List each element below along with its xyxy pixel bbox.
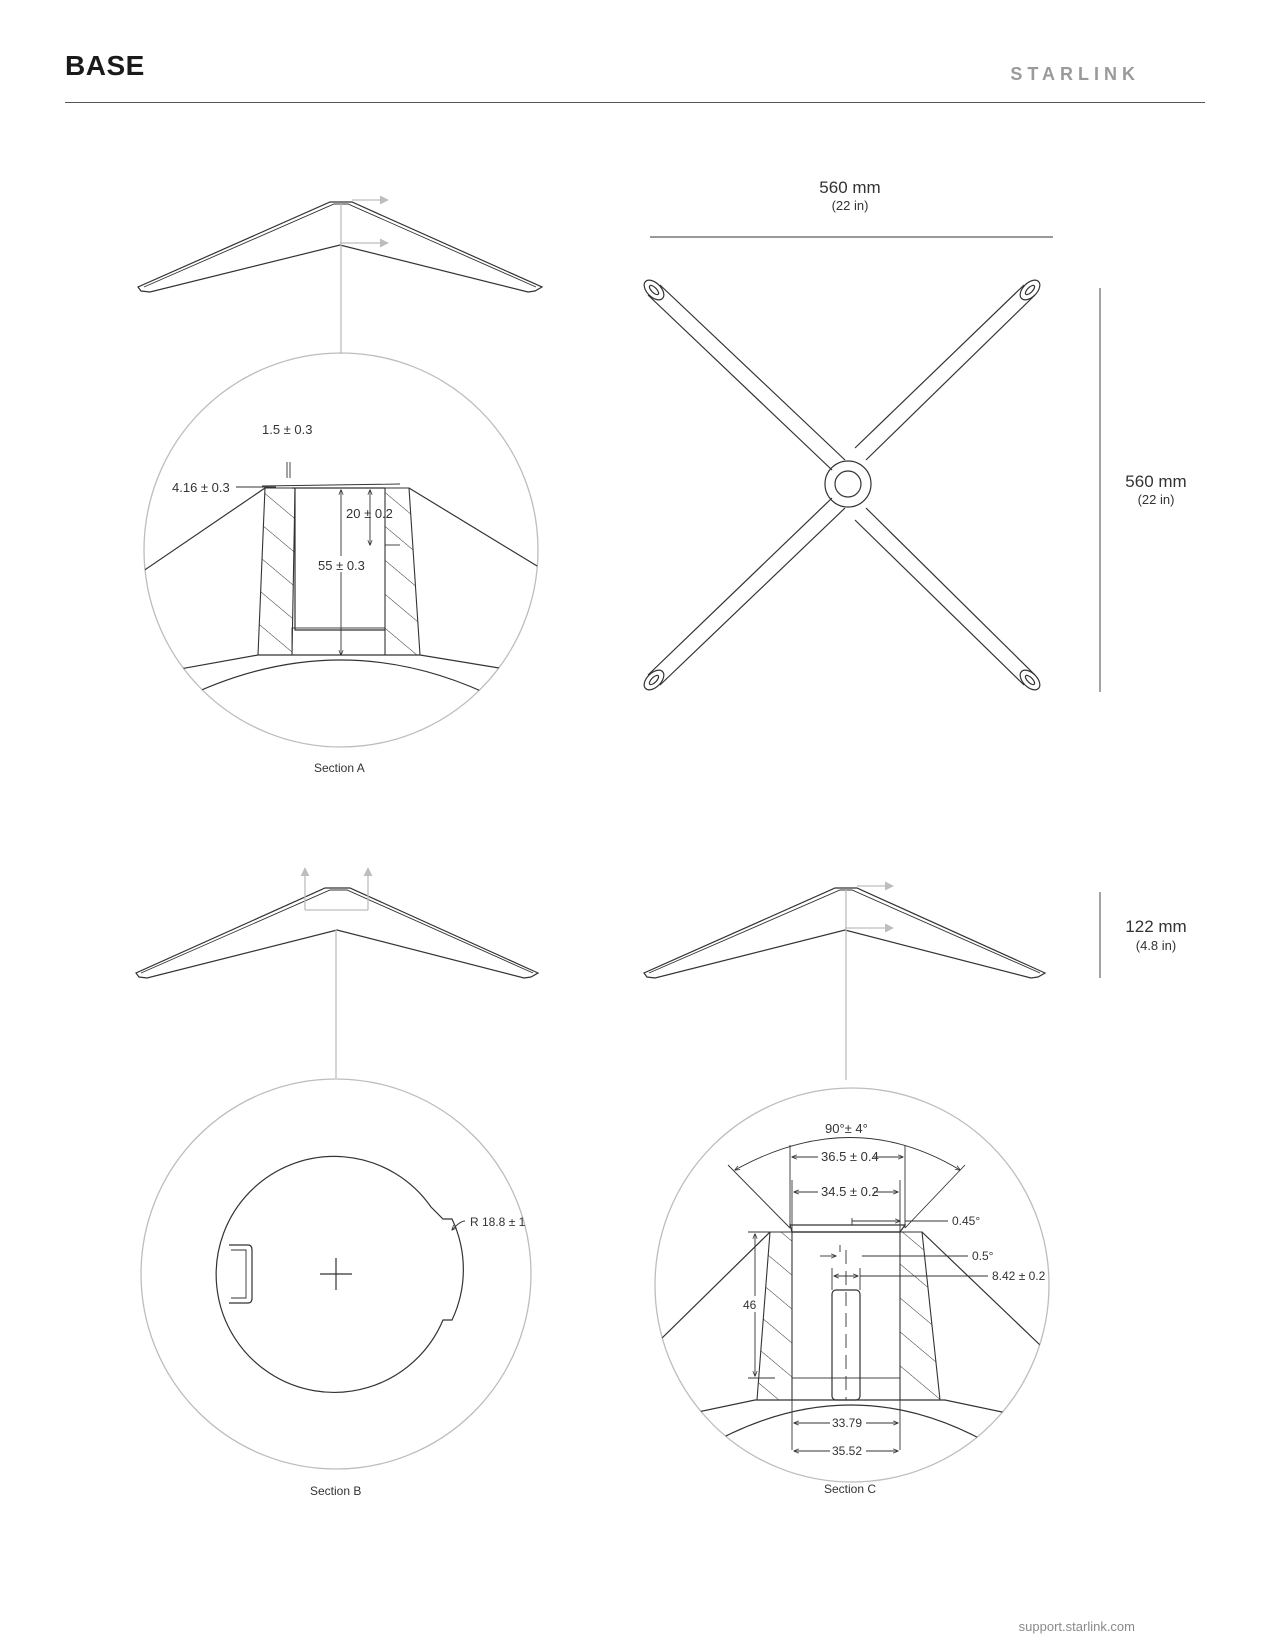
section-b-label: Section B: [310, 1484, 362, 1498]
section-b-detail: [141, 1079, 531, 1469]
dim-c-height: 46: [743, 1298, 757, 1312]
section-c-label: Section C: [824, 1482, 877, 1496]
dim-c-inner-width: 34.5 ± 0.2: [821, 1184, 879, 1199]
dim-a-wall-thickness: 1.5 ± 0.3: [262, 422, 313, 437]
dim-c-draft-slot: 0.5°: [972, 1249, 994, 1263]
dim-c-base-outer: 35.52: [832, 1444, 863, 1458]
side-view-b: [136, 868, 538, 1078]
dim-c-outer-width: 36.5 ± 0.4: [821, 1149, 879, 1164]
page-title: BASE: [65, 50, 145, 81]
width-in-label: (22 in): [831, 198, 869, 213]
brand-logo-text: STARLINK: [1010, 64, 1140, 84]
section-c-detail: [655, 1088, 1049, 1482]
dim-b-radius: R 18.8 ± 1: [470, 1215, 526, 1229]
dim-a-offset: 4.16 ± 0.3: [172, 480, 230, 495]
footer-url[interactable]: support.starlink.com: [1018, 1619, 1135, 1634]
dim-c-slot-width: 8.42 ± 0.2: [992, 1269, 1046, 1283]
dim-c-angle: 90°± 4°: [825, 1121, 868, 1136]
dim-c-draft-top: 0.45°: [952, 1214, 981, 1228]
side-view-a: [138, 200, 542, 354]
height-mm-label: 122 mm: [1125, 917, 1187, 936]
top-view: [641, 178, 1187, 693]
dim-a-depth: 55 ± 0.3: [318, 558, 365, 573]
depth-mm-label: 560 mm: [1125, 472, 1187, 491]
dim-a-counterbore: 20 ± 0.2: [346, 506, 393, 521]
depth-in-label: (22 in): [1137, 492, 1175, 507]
section-a-detail: [130, 353, 560, 747]
height-in-label: (4.8 in): [1135, 938, 1177, 953]
dim-c-base-inner: 33.79: [832, 1416, 863, 1430]
side-view-c: [644, 886, 1187, 1080]
width-mm-label: 560 mm: [819, 178, 881, 197]
section-a-label: Section A: [314, 761, 365, 775]
